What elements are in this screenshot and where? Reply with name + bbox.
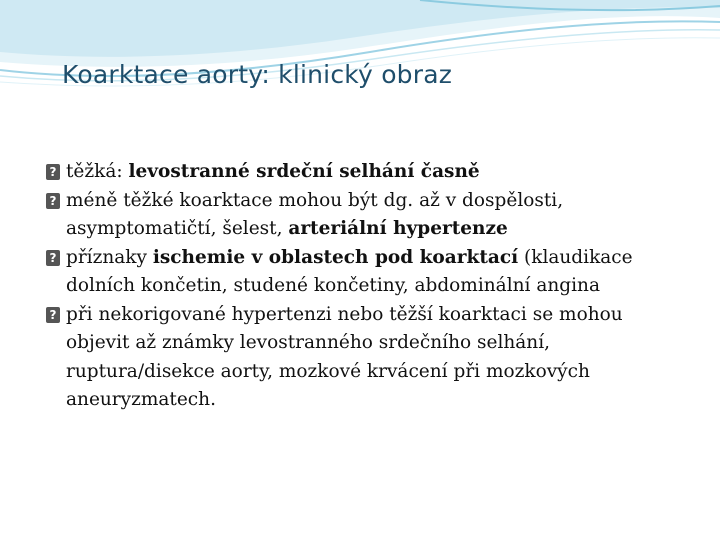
bullet-marker-icon: ? [46, 307, 60, 323]
bullet-item: ? příznaky ischemie v oblastech pod koarktací (klaudikace dolních končetin, studené končetiny, abdominální angina [46, 244, 676, 301]
bullet-list [46, 158, 676, 415]
bullet-item: ? těžká: levostranné srdeční selhání časně [46, 158, 676, 187]
bullet-marker-icon: ? [46, 250, 60, 266]
decorative-wave-header [0, 0, 720, 110]
slide-title: Koarktace aorty: klinický obraz [62, 60, 453, 89]
bullet-marker-icon: ? [46, 193, 60, 209]
bullet-item: ? méně těžké koarktace mohou být dg. až v dospělosti, asymptomatičtí, šelest, arteriální hypertenze [46, 187, 676, 244]
bullet-item: ? při nekorigované hypertenzi nebo těžší koarktaci se mohou objevit až známky levostranného srdečního selhání, ruptura/disekce aorty, mozkové krvácení při mozkových aneuryzmatech. [46, 301, 676, 415]
bullet-marker-icon: ? [46, 164, 60, 180]
